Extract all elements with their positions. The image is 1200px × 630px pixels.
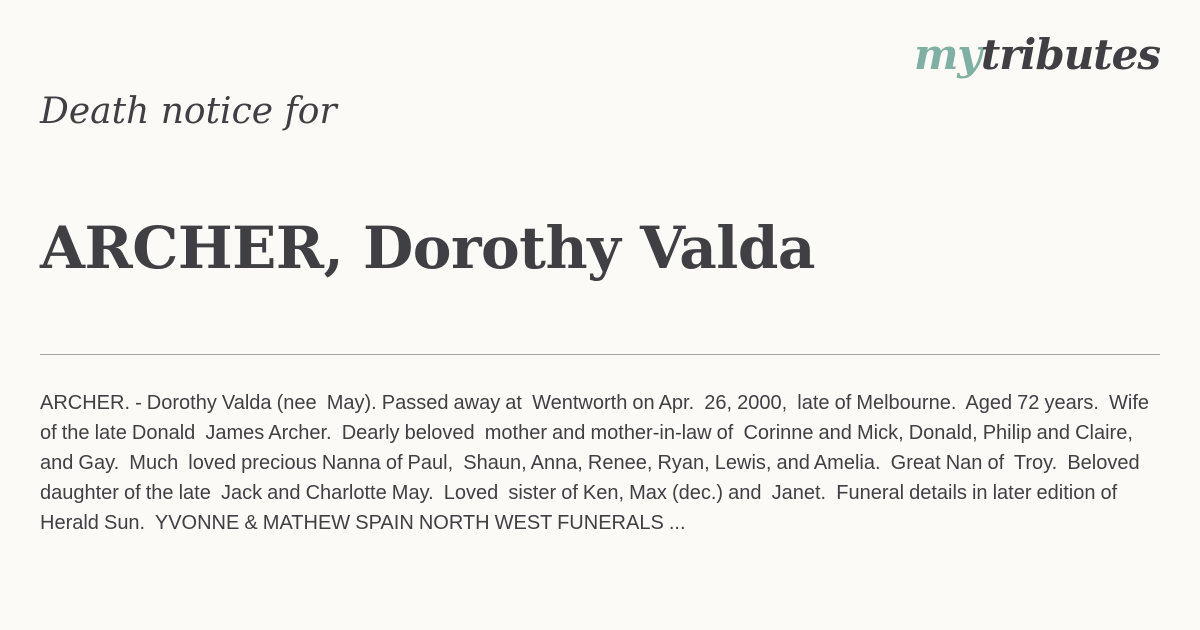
deceased-name: ARCHER, Dorothy Valda — [40, 214, 815, 282]
mytributes-logo[interactable] — [913, 30, 1160, 79]
logo-my-text: my — [913, 30, 981, 79]
notice-subtitle: Death notice for — [40, 91, 337, 132]
section-divider — [40, 354, 1160, 355]
logo-tributes-text: tributes — [980, 30, 1160, 79]
notice-body: ARCHER. - Dorothy Valda (nee May). Passed away at Wentworth on Apr. 26, 2000, late of Melbourne. Aged 72 years. Wife of the late Donald James Archer. Dearly beloved mother and mother-in-law of Corinne and Mick, Donald, Philip and Claire, and Gay. Much loved precious Nanna of Paul, Shaun, Anna, Renee, Ryan, Lewis, and Amelia. Great Nan of Troy. Beloved daughter of the late Jack and Charlotte May. Loved sister of Ken, Max (dec.) and Janet. Funeral details in later edition of Herald Sun. YVONNE & MATHEW SPAIN NORTH WEST FUNERALS ... — [40, 392, 1155, 534]
